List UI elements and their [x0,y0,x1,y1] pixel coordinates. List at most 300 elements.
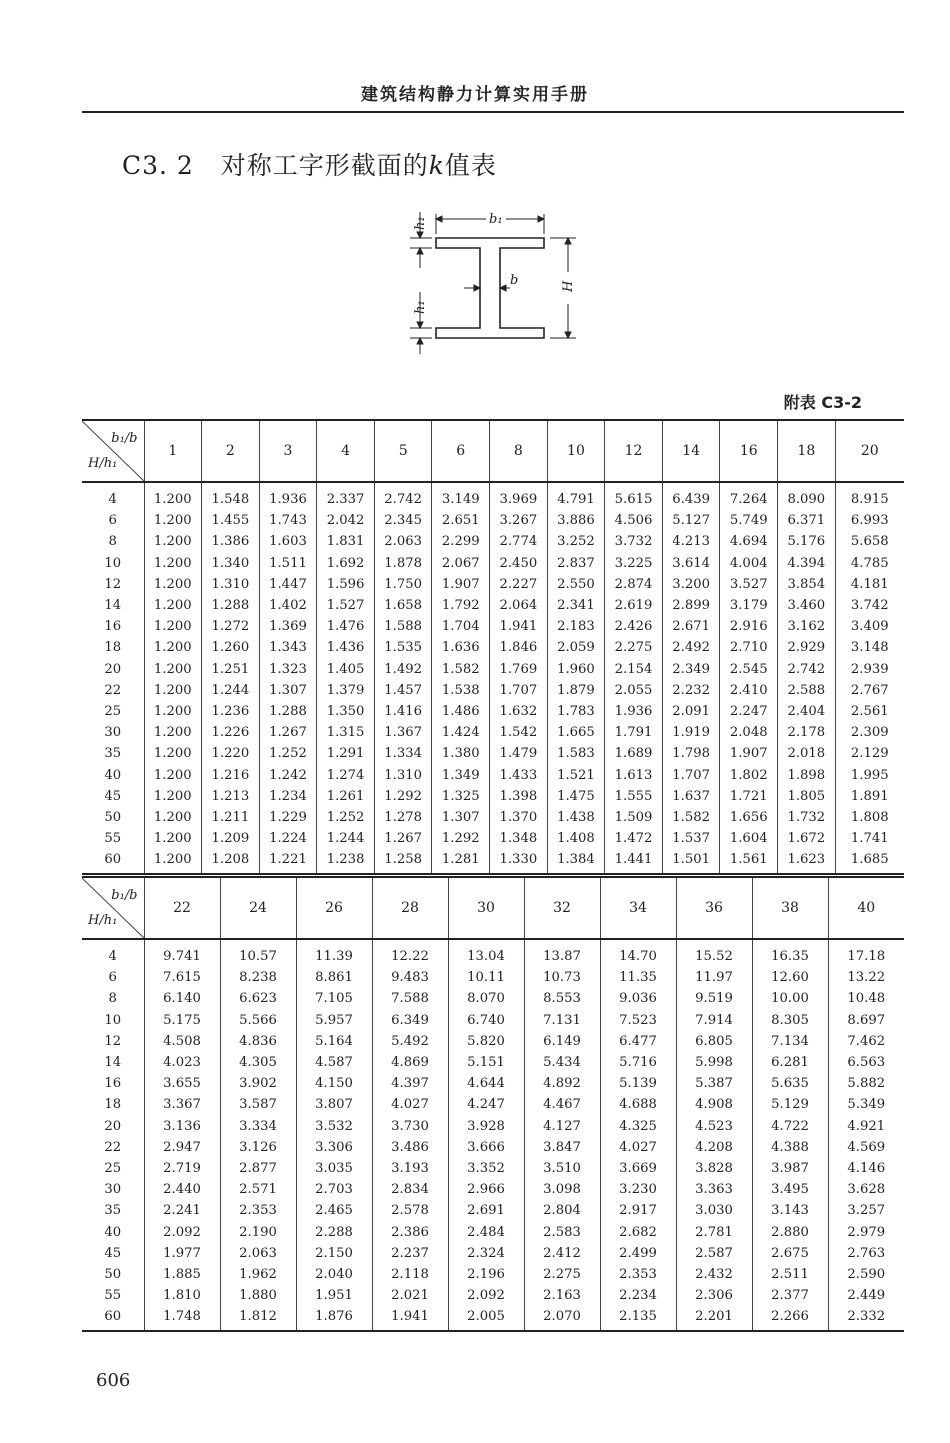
row-header: 20 [82,1116,144,1137]
table-cell: 1.380 [432,743,490,764]
table-cell: 1.885 [144,1264,220,1285]
column-header: 22 [144,877,220,939]
table-cell: 2.511 [752,1264,828,1285]
table-cell: 2.178 [778,722,836,743]
table-cell: 2.386 [372,1221,448,1242]
table-cell: 4.027 [372,1094,448,1115]
table-cell: 4.146 [847,1160,886,1176]
table-cell: 1.211 [202,807,260,828]
table-cell: 1.267 [259,722,317,743]
table-cell: 1.238 [317,849,375,874]
table-cell: 2.671 [662,616,720,637]
table-cell: 15.52 [676,939,752,967]
table-cell: 1.596 [317,574,375,595]
table-cell: 1.783 [547,701,605,722]
table-cell: 2.150 [296,1243,372,1264]
corner-header-cell [82,420,144,482]
table-cell: 3.352 [448,1158,524,1179]
table-row [82,1010,904,1031]
table-cell: 2.063 [374,531,432,552]
table-cell: 4.722 [752,1116,828,1137]
table-cell: 2.275 [524,1264,600,1285]
table-cell: 1.252 [259,743,317,764]
table-row [82,1137,904,1158]
table-cell: 2.979 [847,1224,886,1240]
column-header: 12 [605,420,663,482]
table-cell: 3.486 [372,1137,448,1158]
table-cell: 2.877 [220,1158,296,1179]
table-cell: 1.721 [720,786,778,807]
column-header: 5 [374,420,432,482]
table-cell: 4.506 [605,510,663,531]
table-cell: 2.332 [828,1306,904,1331]
table-row [82,1200,904,1221]
table-cell: 1.348 [490,828,548,849]
table-cell: 2.063 [220,1243,296,1264]
table-cell: 2.042 [317,510,375,531]
table-cell: 2.154 [605,659,663,680]
table-cell: 7.615 [144,967,220,988]
table-cell: 1.941 [372,1306,448,1331]
table-cell: 3.614 [662,553,720,574]
table-cell: 2.916 [720,616,778,637]
row-header: 16 [82,616,144,637]
table-cell: 2.917 [600,1200,676,1221]
table-cell: 1.995 [850,767,889,783]
table-cell: 1.808 [850,809,889,825]
table-cell: 2.299 [432,531,490,552]
table-cell: 2.682 [600,1221,676,1242]
table-cell: 2.432 [676,1264,752,1285]
table-cell: 1.748 [144,1306,220,1331]
table-cell: 5.635 [752,1073,828,1094]
table-cell: 11.97 [676,967,752,988]
corner-bottom-label: H/h₁ [88,456,118,471]
corner-top-label: b₁/b [111,888,138,903]
table-cell: 2.306 [676,1285,752,1306]
table-cell: 1.408 [547,828,605,849]
table-cell: 5.164 [296,1031,372,1052]
table-cell: 4.004 [720,553,778,574]
table-cell: 5.820 [448,1031,524,1052]
table-cell: 1.743 [259,510,317,531]
table-cell: 1.741 [850,831,889,847]
table-cell: 2.266 [752,1306,828,1331]
table-cell: 1.398 [490,786,548,807]
table-cell: 2.550 [547,574,605,595]
table-cell: 6.623 [220,988,296,1009]
column-header: 10 [547,420,605,482]
table-row [82,595,904,616]
table-cell: 1.951 [296,1285,372,1306]
table-cell: 2.059 [547,637,605,658]
table-cell: 4.181 [850,576,889,592]
row-header: 22 [82,1137,144,1158]
table-cell: 3.730 [372,1116,448,1137]
table-row [82,786,904,807]
table-cell: 2.966 [448,1179,524,1200]
table-cell: 1.216 [202,764,260,785]
table-row [82,616,904,637]
table-cell: 3.742 [850,598,889,614]
table-cell: 3.532 [296,1116,372,1137]
table-cell: 1.200 [144,510,202,531]
table-cell: 3.527 [720,574,778,595]
table-cell: 1.880 [220,1285,296,1306]
table-cell: 3.306 [296,1137,372,1158]
table-cell: 1.583 [547,743,605,764]
table-cell: 1.315 [317,722,375,743]
table-cell: 1.919 [662,722,720,743]
k-value-table-2 [82,876,904,1332]
table-cell: 1.350 [317,701,375,722]
table-cell: 1.492 [374,659,432,680]
table-cell: 1.244 [202,680,260,701]
table-cell: 1.656 [720,807,778,828]
table-cell: 1.907 [432,574,490,595]
table-cell: 1.234 [259,786,317,807]
table-cell: 1.310 [374,764,432,785]
table-cell: 5.492 [372,1031,448,1052]
table-row [82,1094,904,1115]
table-cell: 3.886 [547,510,605,531]
table-cell: 10.73 [524,967,600,988]
column-header: 6 [432,420,490,482]
table-cell: 2.092 [448,1285,524,1306]
table-cell: 1.272 [202,616,260,637]
table-cell: 3.969 [490,482,548,510]
table-cell: 1.476 [317,616,375,637]
table-cell: 1.769 [490,659,548,680]
H-label: H [561,280,576,292]
table-cell: 13.22 [847,970,886,986]
table-cell: 1.846 [490,637,548,658]
table-cell: 3.126 [220,1137,296,1158]
table-cell: 5.387 [676,1073,752,1094]
column-header: 26 [296,877,372,939]
table-cell: 1.438 [547,807,605,828]
table-cell: 2.288 [296,1221,372,1242]
table-cell: 1.455 [202,510,260,531]
table-cell: 1.200 [144,595,202,616]
table-cell: 2.092 [144,1221,220,1242]
table-cell: 3.666 [448,1137,524,1158]
table-cell: 3.655 [144,1073,220,1094]
table-cell: 1.200 [144,764,202,785]
table-cell: 1.258 [374,849,432,874]
table-cell: 8.697 [847,1012,886,1028]
table-cell: 1.200 [144,680,202,701]
table-cell: 1.209 [202,828,260,849]
table-row [82,828,904,849]
column-header: 3 [259,420,317,482]
table-cell: 1.325 [432,786,490,807]
table-cell: 3.669 [600,1158,676,1179]
table-cell: 1.200 [144,659,202,680]
table-cell: 8.553 [524,988,600,1009]
row-header: 18 [82,637,144,658]
table-cell: 4.694 [720,531,778,552]
row-header: 12 [82,1031,144,1052]
row-header: 14 [82,1052,144,1073]
row-header: 8 [82,531,144,552]
table-row [82,807,904,828]
table-cell: 1.960 [547,659,605,680]
page-number: 606 [96,1370,131,1391]
table-cell: 4.213 [662,531,720,552]
table-cell: 1.386 [202,531,260,552]
table-cell: 2.561 [850,703,889,719]
table-cell: 1.941 [490,616,548,637]
table-cell: 6.993 [850,513,889,529]
table-cell: 1.200 [144,482,202,510]
table-row [82,659,904,680]
table-row [82,1306,904,1331]
table-cell: 7.264 [720,482,778,510]
row-header: 18 [82,1094,144,1115]
table-cell: 1.441 [605,849,663,874]
table-cell: 5.127 [662,510,720,531]
table-cell: 4.785 [850,555,889,571]
row-header: 25 [82,701,144,722]
table-cell: 3.257 [847,1203,886,1219]
table-cell: 6.477 [600,1031,676,1052]
row-header: 30 [82,722,144,743]
table-cell: 2.763 [847,1245,886,1261]
table-cell: 1.548 [202,482,260,510]
table-cell: 5.566 [220,1010,296,1031]
table-cell: 2.675 [752,1243,828,1264]
table-cell: 8.238 [220,967,296,988]
table-cell: 1.704 [432,616,490,637]
table-cell: 1.907 [720,743,778,764]
table-cell: 8.305 [752,1010,828,1031]
table-cell: 2.129 [850,746,889,762]
table-cell: 2.742 [778,659,836,680]
table-cell: 1.501 [662,849,720,874]
table-cell: 4.587 [296,1052,372,1073]
table-cell: 4.305 [220,1052,296,1073]
column-header: 28 [372,877,448,939]
table-cell: 3.807 [296,1094,372,1115]
table-cell: 1.224 [259,828,317,849]
table-cell: 2.227 [490,574,548,595]
table-cell: 8.915 [850,492,889,508]
i-beam-outline [436,238,544,338]
table-cell: 2.929 [778,637,836,658]
table-row [82,722,904,743]
table-row [82,701,904,722]
table-row [82,637,904,658]
table-cell: 4.394 [778,553,836,574]
table-row [82,764,904,785]
table-cell: 1.582 [432,659,490,680]
table-cell: 2.404 [778,701,836,722]
table-cell: 2.774 [490,531,548,552]
table-cell: 1.221 [259,849,317,874]
table-cell: 6.349 [372,1010,448,1031]
table-cell: 2.588 [778,680,836,701]
table-cell: 1.521 [547,764,605,785]
table-cell: 4.791 [547,482,605,510]
table-cell: 1.433 [490,764,548,785]
row-header: 4 [82,939,144,967]
table-cell: 1.632 [490,701,548,722]
column-header: 18 [778,420,836,482]
table-cell: 1.307 [432,807,490,828]
table-cell: 2.767 [850,682,889,698]
table-cell: 2.449 [847,1288,886,1304]
table-cell: 1.977 [144,1243,220,1264]
table-cell: 3.987 [752,1158,828,1179]
table-cell: 1.812 [220,1306,296,1331]
table-cell: 1.200 [144,574,202,595]
table-cell: 2.064 [490,595,548,616]
table-cell: 1.244 [317,828,375,849]
table-cell: 6.439 [662,482,720,510]
table-cell: 2.465 [296,1200,372,1221]
table-cell: 1.582 [662,807,720,828]
row-header: 10 [82,553,144,574]
row-header: 14 [82,595,144,616]
table-cell: 7.914 [676,1010,752,1031]
header-row-2 [82,877,904,939]
table-cell: 1.384 [547,849,605,874]
row-header: 35 [82,1200,144,1221]
table-cell: 5.434 [524,1052,600,1073]
table-cell: 2.484 [448,1221,524,1242]
table-cell: 4.869 [372,1052,448,1073]
table-row [82,1073,904,1094]
column-header: 32 [524,877,600,939]
table-cell: 4.569 [847,1139,886,1155]
table-cell: 2.349 [662,659,720,680]
table-cell: 3.149 [432,482,490,510]
corner-header-cell [82,877,144,939]
row-header: 4 [82,482,144,510]
table-cell: 1.636 [432,637,490,658]
table-cell: 1.479 [490,743,548,764]
table-cell: 4.397 [372,1073,448,1094]
table-cell: 2.710 [720,637,778,658]
table-cell: 1.685 [835,849,904,874]
table-cell: 2.947 [144,1137,220,1158]
table-cell: 3.035 [296,1158,372,1179]
table-cell: 7.131 [524,1010,600,1031]
table-cell: 1.810 [144,1285,220,1306]
table-cell: 2.353 [600,1264,676,1285]
column-header: 1 [144,420,202,482]
table-cell: 1.208 [202,849,260,874]
table-cell: 1.200 [144,553,202,574]
table-cell: 4.523 [676,1116,752,1137]
table-cell: 1.402 [259,595,317,616]
table-cell: 1.538 [432,680,490,701]
table-cell: 4.921 [847,1118,886,1134]
table-cell: 3.495 [752,1179,828,1200]
table-cell: 2.232 [662,680,720,701]
table-cell: 17.18 [847,949,886,965]
column-header: 38 [752,877,828,939]
table-cell: 14.70 [600,939,676,967]
table-cell: 1.936 [259,482,317,510]
table-cell: 3.162 [778,616,836,637]
table-cell: 1.267 [374,828,432,849]
table-cell: 2.426 [605,616,663,637]
table-cell: 1.251 [202,659,260,680]
table-cell: 1.535 [374,637,432,658]
table-cell: 6.563 [847,1055,886,1071]
table-cell: 1.509 [605,807,663,828]
table-cell: 4.247 [448,1094,524,1115]
table-cell: 1.561 [720,849,778,874]
table-cell: 5.176 [778,531,836,552]
table-row [82,1116,904,1137]
table-cell: 1.623 [778,849,836,874]
table-cell: 3.847 [524,1137,600,1158]
table-cell: 2.440 [144,1179,220,1200]
row-header: 55 [82,828,144,849]
table-cell: 3.267 [490,510,548,531]
table-cell: 1.242 [259,764,317,785]
table-cell: 2.163 [524,1285,600,1306]
table-cell: 6.805 [676,1031,752,1052]
table-cell: 1.323 [259,659,317,680]
table-cell: 1.936 [605,701,663,722]
corner-top-label: b₁/b [111,431,138,446]
table-cell: 1.200 [144,743,202,764]
table-cell: 2.040 [296,1264,372,1285]
column-header: 36 [676,877,752,939]
row-header: 22 [82,680,144,701]
table-row [82,939,904,967]
table-row [82,1264,904,1285]
header-row-1 [82,420,904,482]
table-cell: 10.57 [220,939,296,967]
table-cell: 3.148 [850,640,889,656]
table-cell: 3.628 [847,1182,886,1198]
h1-top-label: h₁ [413,216,428,230]
table-cell: 6.371 [778,510,836,531]
table-cell: 6.281 [752,1052,828,1073]
table-row [82,574,904,595]
table-cell: 1.603 [259,531,317,552]
table-row [82,849,904,874]
table-cell: 11.35 [600,967,676,988]
table-cell: 10.11 [448,967,524,988]
table-cell: 1.475 [547,786,605,807]
table-cell: 1.750 [374,574,432,595]
table-cell: 2.899 [662,595,720,616]
table-cell: 1.278 [374,807,432,828]
table-cell: 1.805 [778,786,836,807]
row-header: 45 [82,786,144,807]
table-cell: 2.005 [448,1306,524,1331]
table-cell: 3.409 [850,619,889,635]
table-cell: 2.018 [778,743,836,764]
header-rule [82,111,904,113]
b1-label: b₁ [489,212,503,227]
column-header: 14 [662,420,720,482]
table-cell: 10.00 [752,988,828,1009]
table-cell: 10.48 [847,991,886,1007]
table-cell: 1.340 [202,553,260,574]
table-cell: 2.578 [372,1200,448,1221]
column-header: 20 [835,420,904,482]
row-header: 50 [82,1264,144,1285]
table-row [82,510,904,531]
table-cell: 1.707 [490,680,548,701]
